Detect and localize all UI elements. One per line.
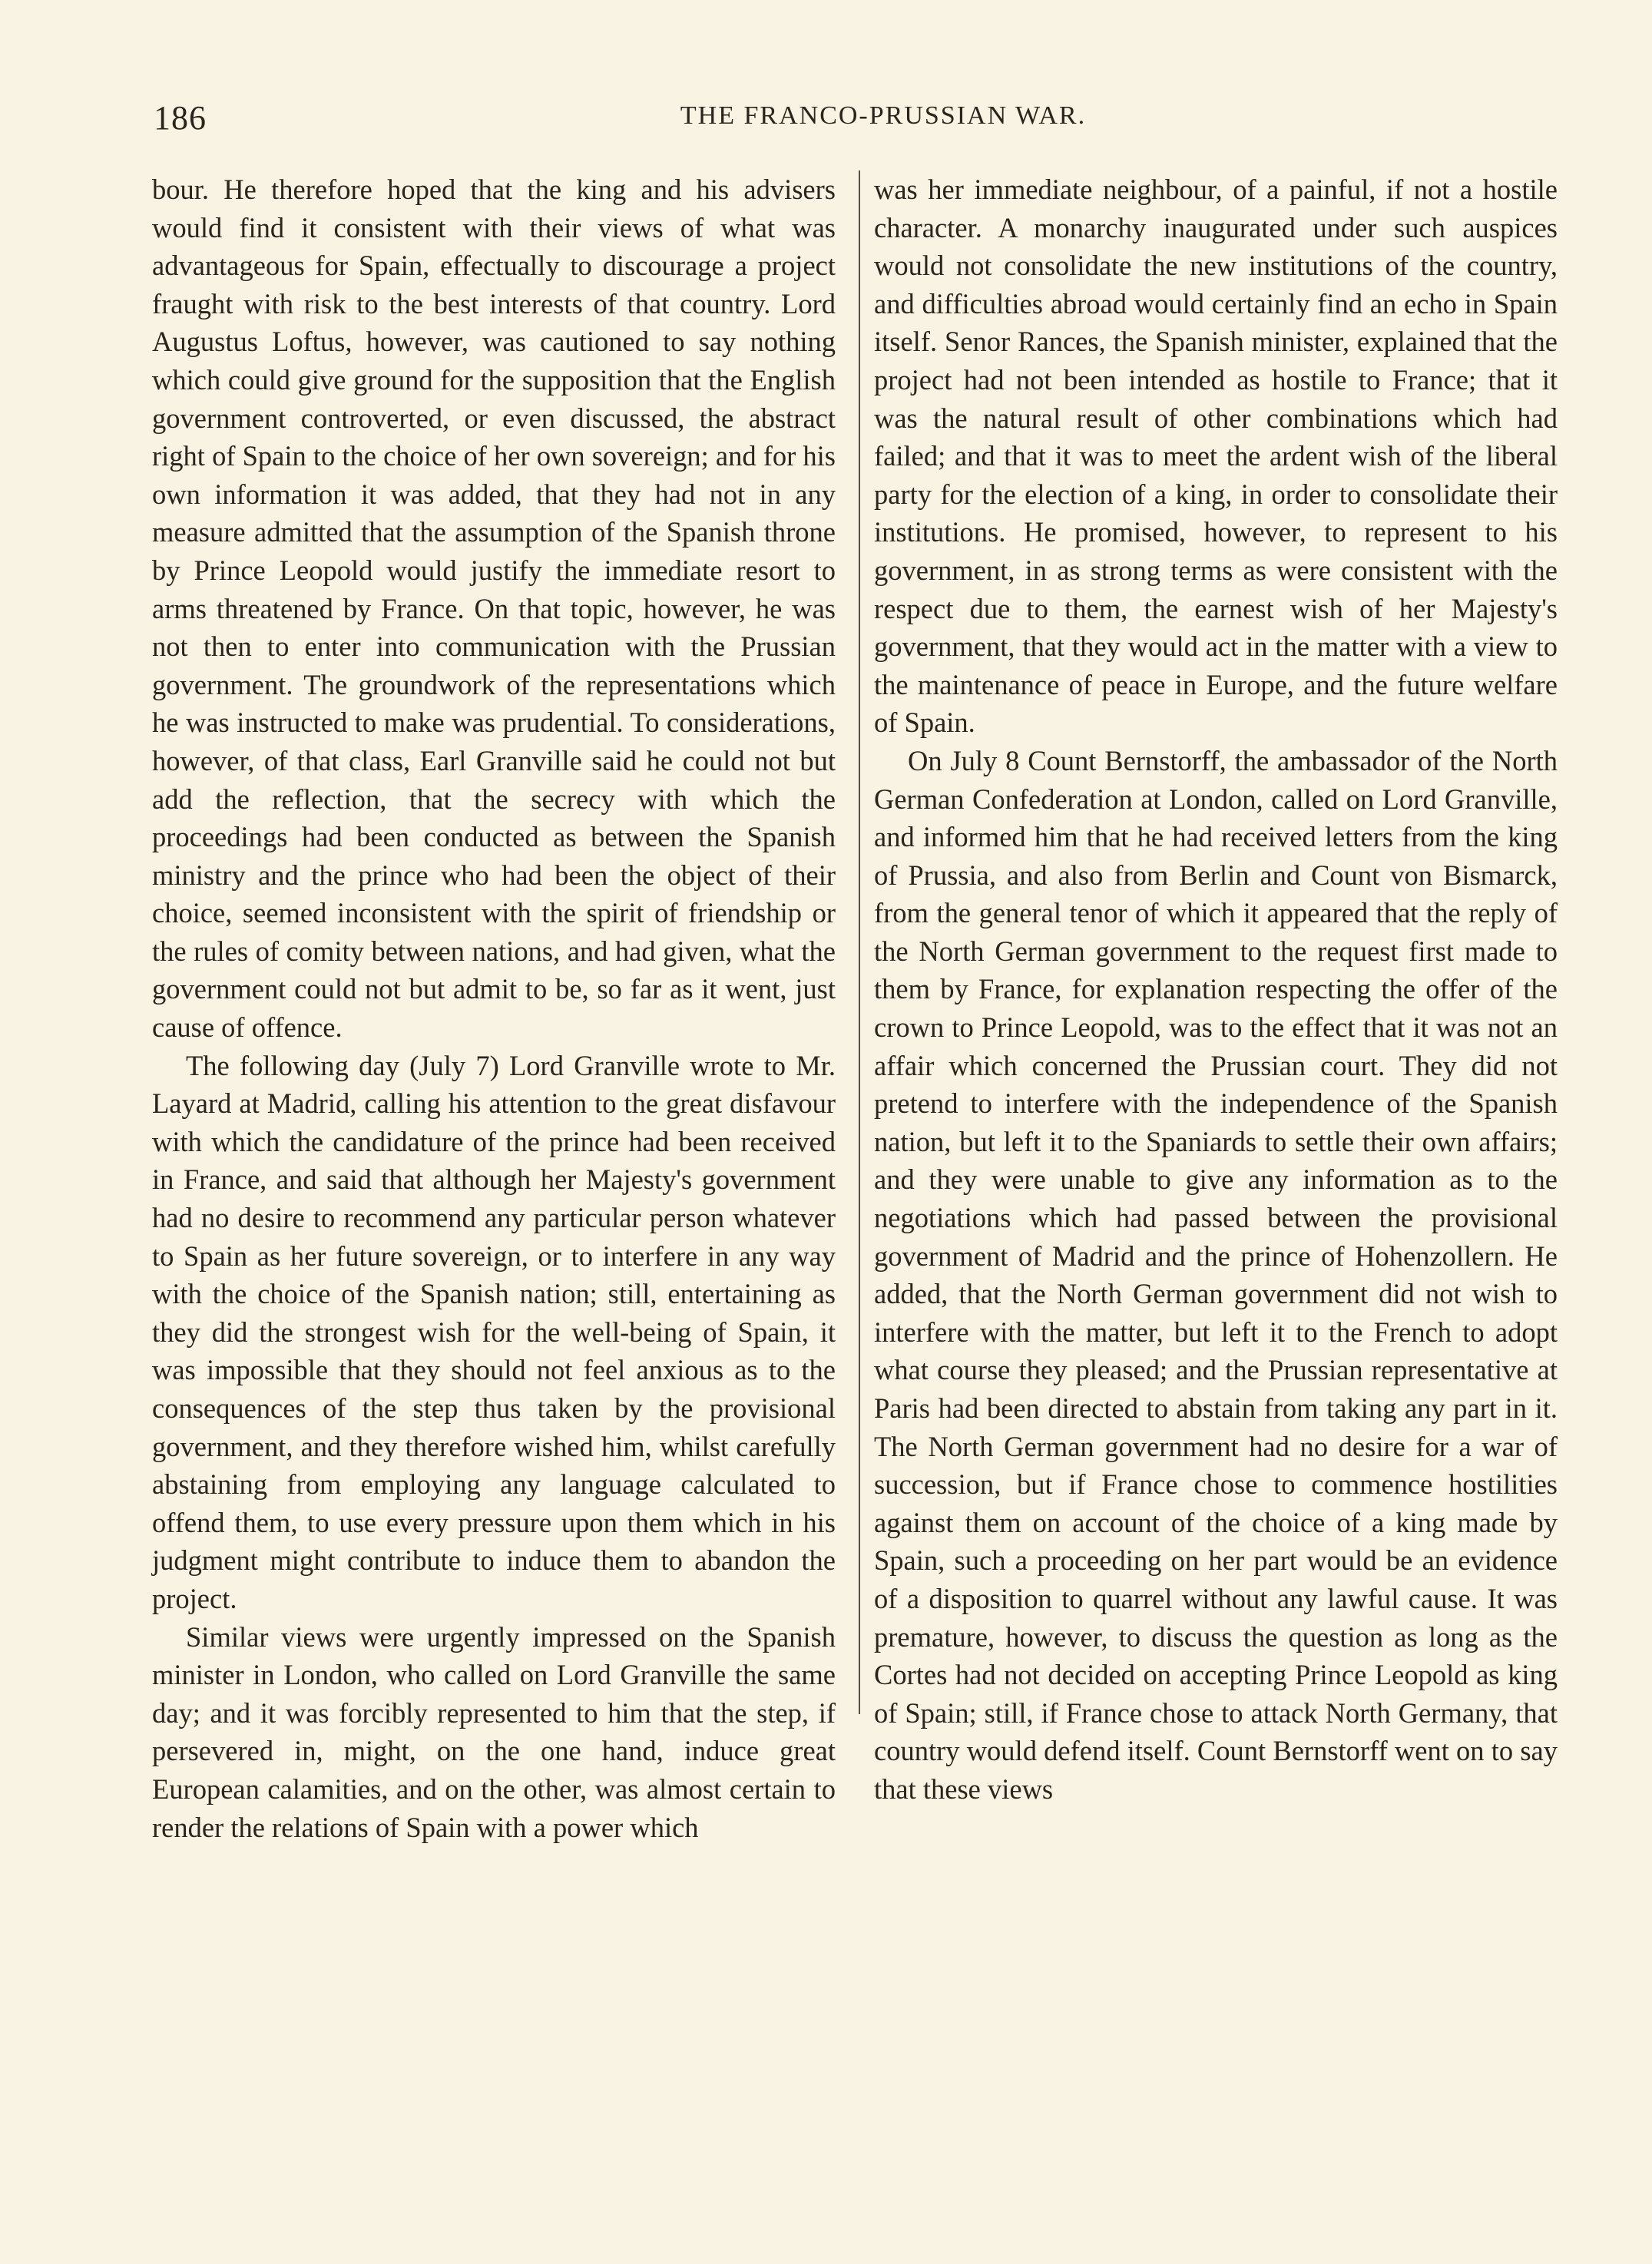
right-column <box>874 170 1558 1809</box>
page-number: 186 <box>154 99 207 137</box>
column-divider <box>859 170 860 1714</box>
left-paragraph-2: The following day (July 7) Lord Granville wrote to Mr. Layard at Madrid, calling his attention to the great disfavour with which the candidature of the prince had been received in France, and said that although her Majesty's government had no desire to recommend any particular person whatever to Spain as her future sovereign, or to interfere in any way with the choice of the Spanish nation; still, entertaining as they did the strongest wish for the well-being of Spain, it was impossible that they should not feel anxious as to the consequences of the step thus taken by the provisional government, and they therefore wished him, whilst carefully abstaining from employing any language calculated to offend them, to use every pressure upon them which in his judgment might contribute to induce them to abandon the project. <box>152 1049 836 1614</box>
left-column <box>152 170 836 1846</box>
right-paragraph-1: was her immediate neighbour, of a painful, if not a hostile character. A monarchy inaugurated under such auspices would not consolidate the new institutions of the country, and difficulties abroad would certainly find an echo in Spain itself. Senor Rances, the Spanish minister, explained that the project had not been intended as hostile to France; that it was the natural result of other combinations which had failed; and that it was to meet the ardent wish of the liberal party for the election of a king, in order to consolidate their institutions. He promised, however, to represent to his government, in as strong terms as were consistent with the respect due to them, the earnest wish of her Majesty's government, that they would act in the matter with a view to the maintenance of peace in Europe, and the future welfare of Spain. <box>874 174 1558 739</box>
page-header <box>154 98 1613 144</box>
running-title: THE FRANCO-PRUSSIAN WAR. <box>680 101 1087 130</box>
left-paragraph-3: Similar views were urgently impressed on the Spanish minister in London, who called on Lord Granville the same day; and it was forcibly represented to him that the step, if persevered in, might, on the one hand, induce great European calamities, and on the other, was almost certain to render the relations of Spain with a power which <box>152 1620 836 1843</box>
left-paragraph-1: bour. He therefore hoped that the king and his advisers would find it consistent with their views of what was advantageous for Spain, effectually to discourage a project fraught with risk to the best interests of that country. Lord Augustus Loftus, however, was cautioned to say nothing which could give ground for the supposition that the English government controverted, or even discussed, the abstract right of Spain to the choice of her own sovereign; and for his own information it was added, that they had not in any measure admitted that the assumption of the Spanish throne by Prince Leopold would justify the immediate resort to arms threatened by France. On that topic, however, he was not then to enter into communication with the Prussian government. The groundwork of the representations which he was instructed to make was prudential. To considerations, however, of that class, Earl Granville said he could not but add the reflection, that the secrecy with which the proceedings had been conducted as between the Spanish ministry and the prince who had been the object of their choice, seemed inconsistent with the spirit of friendship or the rules of comity between nations, and had given, what the government could not but admit to be, so far as it went, just cause of offence. <box>152 174 836 1044</box>
right-paragraph-2: On July 8 Count Bernstorff, the ambassador of the North German Confederation at London, called on Lord Granville, and informed him that he had received letters from the king of Prussia, and also from Berlin and Count von Bismarck, from the general tenor of which it appeared that the reply of the North German government to the request first made to them by France, for explanation respecting the offer of the crown to Prince Leopold, was to the effect that it was not an affair which concerned the Prussian court. They did not pretend to interfere with the independence of the Spanish nation, but left it to the Spaniards to settle their own affairs; and they were unable to give any information as to the negotiations which had passed between the provisional government of Madrid and the prince of Hohenzollern. He added, that the North German government did not wish to interfere with the matter, but left it to the French to adopt what course they pleased; and the Prussian representative at Paris had been directed to abstain from taking any part in it. The North German government had no desire for a war of succession, but if France chose to commence hostilities against them on account of the choice of a king made by Spain, such a proceeding on her part would be an evidence of a disposition to quarrel without any lawful cause. It was premature, however, to discuss the question as long as the Cortes had not decided on accepting Prince Leopold as king of Spain; still, if France chose to attack North Germany, that country would defend itself. Count Bernstorff went on to say that these views <box>874 744 1558 1805</box>
